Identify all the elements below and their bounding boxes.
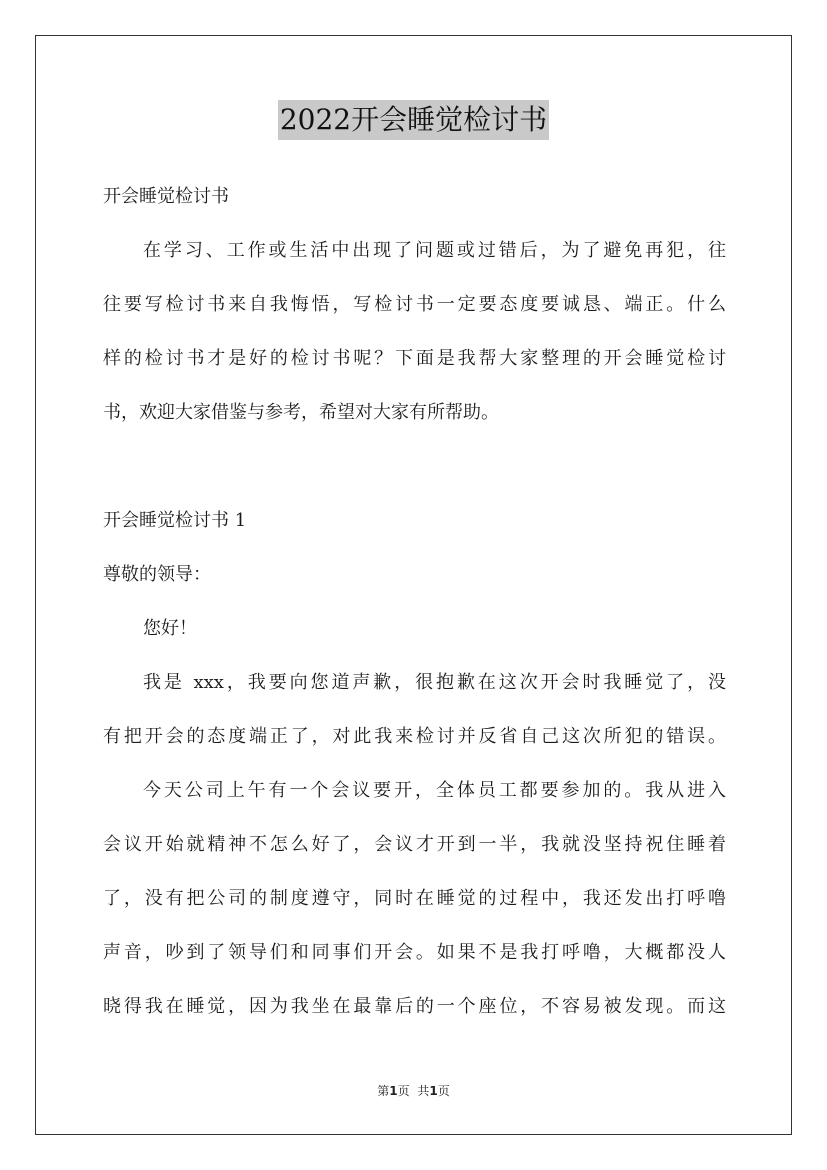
paragraph2-line: 今天公司上午有一个会议要开，全体员工都要参加的。我从进入	[143, 780, 726, 801]
page-number: 1	[389, 1084, 398, 1098]
paragraph1-line: 我是 xxx，我要向您道声歉，很抱歉在这次开会时我睡觉了，没	[143, 672, 726, 693]
total-suffix: 页	[437, 1084, 450, 1098]
section-heading: 开会睡觉检讨书 1	[103, 510, 247, 531]
total-pages: 1	[429, 1084, 438, 1098]
intro-line: 书，欢迎大家借鉴与参考，希望对大家有所帮助。	[103, 402, 499, 423]
document-title: 2022开会睡觉检讨书	[278, 100, 549, 140]
document-body	[103, 170, 726, 1034]
paragraph2-line: 了，没有把公司的制度遵守，同时在睡觉的过程中，我还发出打呼噜	[103, 888, 726, 909]
intro-line: 往要写检讨书来自我悔悟，写检讨书一定要态度要诚恳、端正。什么	[103, 294, 726, 315]
greeting: 您好！	[143, 618, 197, 639]
paragraph1-line: 有把开会的态度端正了，对此我来检讨并反省自己这次所犯的错误。	[103, 726, 726, 747]
paragraph-spacer	[103, 440, 726, 494]
paragraph2-line: 晓得我在睡觉，因为我坐在最靠后的一个座位，不容易被发现。而这	[103, 996, 726, 1017]
salutation: 尊敬的领导：	[103, 564, 211, 585]
page-footer	[0, 1083, 827, 1099]
title-container	[0, 100, 827, 140]
page-suffix: 页	[397, 1084, 410, 1098]
paragraph2-line: 声音，吵到了领导们和同事们开会。如果不是我打呼噜，大概都没人	[103, 942, 726, 963]
total-prefix: 共	[417, 1084, 430, 1098]
page-prefix: 第	[377, 1084, 390, 1098]
paragraph2-line: 会议开始就精神不怎么好了，会议才开到一半，我就没坚持祝住睡着	[103, 834, 726, 855]
document-subtitle: 开会睡觉检讨书	[103, 186, 229, 207]
intro-line: 在学习、工作或生活中出现了问题或过错后，为了避免再犯，往	[143, 240, 726, 261]
intro-line: 样的检讨书才是好的检讨书呢？下面是我帮大家整理的开会睡觉检讨	[103, 348, 726, 369]
